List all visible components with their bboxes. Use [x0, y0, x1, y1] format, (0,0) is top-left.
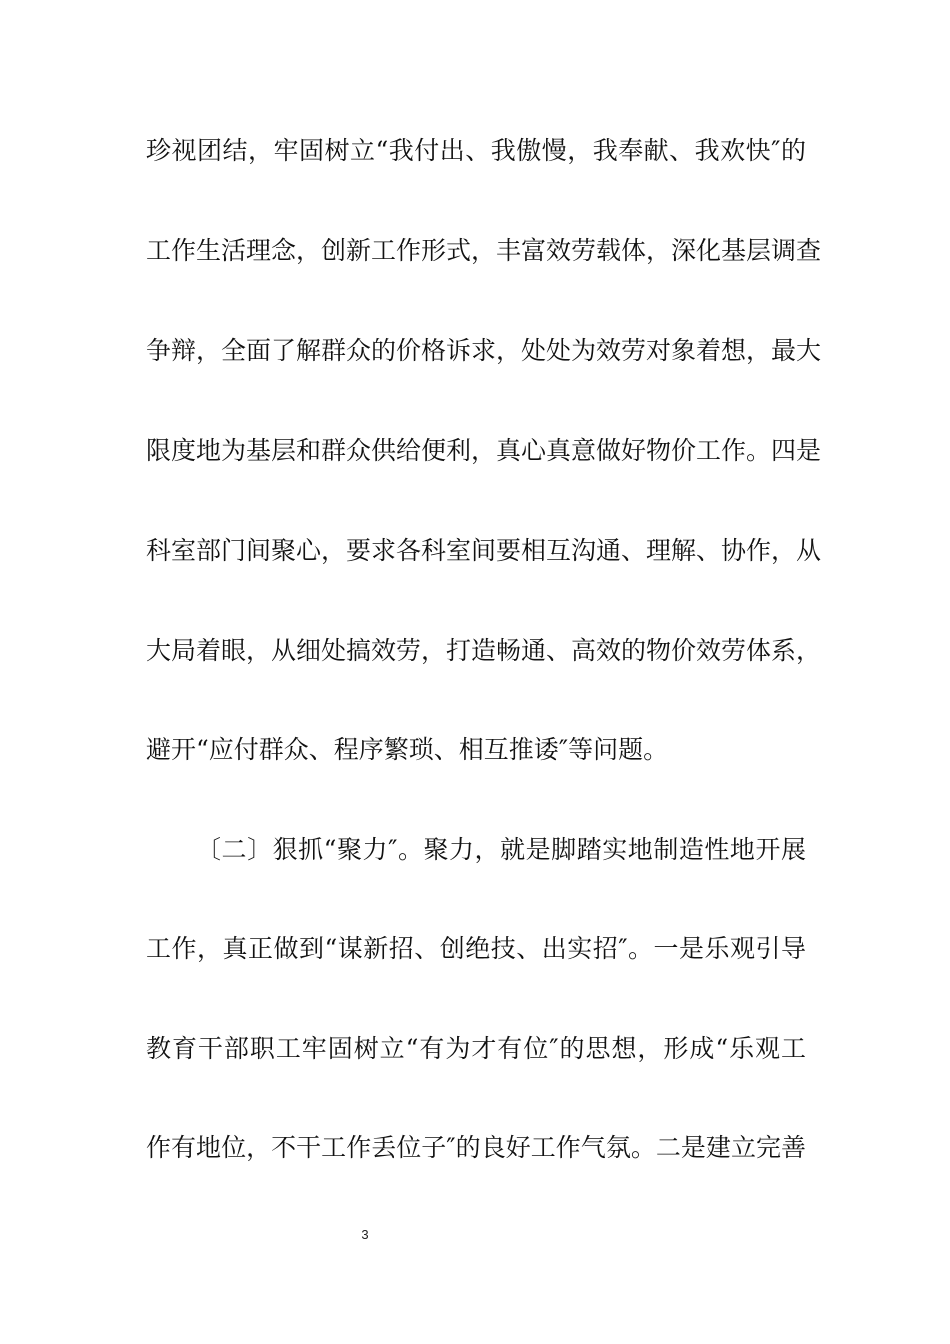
paragraph-line: 科室部门间聚心，要求各科室间要相互沟通、理解、协作，从 [146, 536, 822, 565]
paragraph-line: 教育干部职工牢固树立“有为才有位″的思想，形成“乐观工 [146, 1034, 806, 1063]
page-number: 3 [361, 1227, 369, 1242]
paragraph-line: 争辩，全面了解群众的价格诉求，处处为效劳对象着想，最大 [146, 336, 822, 365]
section-heading-line: 〔二〕狠抓“聚力″。聚力，就是脚踏实地制造性地开展 [196, 835, 806, 864]
paragraph-line: 大局着眼，从细处搞效劳，打造畅通、高效的物价效劳体系， [146, 636, 822, 665]
paragraph-line: 作有地位，不干工作丢位子″的良好工作气氛。二是建立完善 [146, 1133, 806, 1162]
paragraph-line: 珍视团结，牢固树立“我付出、我傲慢，我奉献、我欢快″的 [146, 136, 806, 165]
paragraph-line: 限度地为基层和群众供给便利，真心真意做好物价工作。四是 [146, 436, 822, 465]
paragraph-line: 工作生活理念，创新工作形式，丰富效劳载体，深化基层调查 [146, 236, 822, 265]
paragraph-line: 工作，真正做到“谋新招、创绝技、出实招″。一是乐观引导 [146, 934, 806, 963]
paragraph-line: 避开“应付群众、程序繁琐、相互推诿″等问题。 [146, 735, 669, 764]
